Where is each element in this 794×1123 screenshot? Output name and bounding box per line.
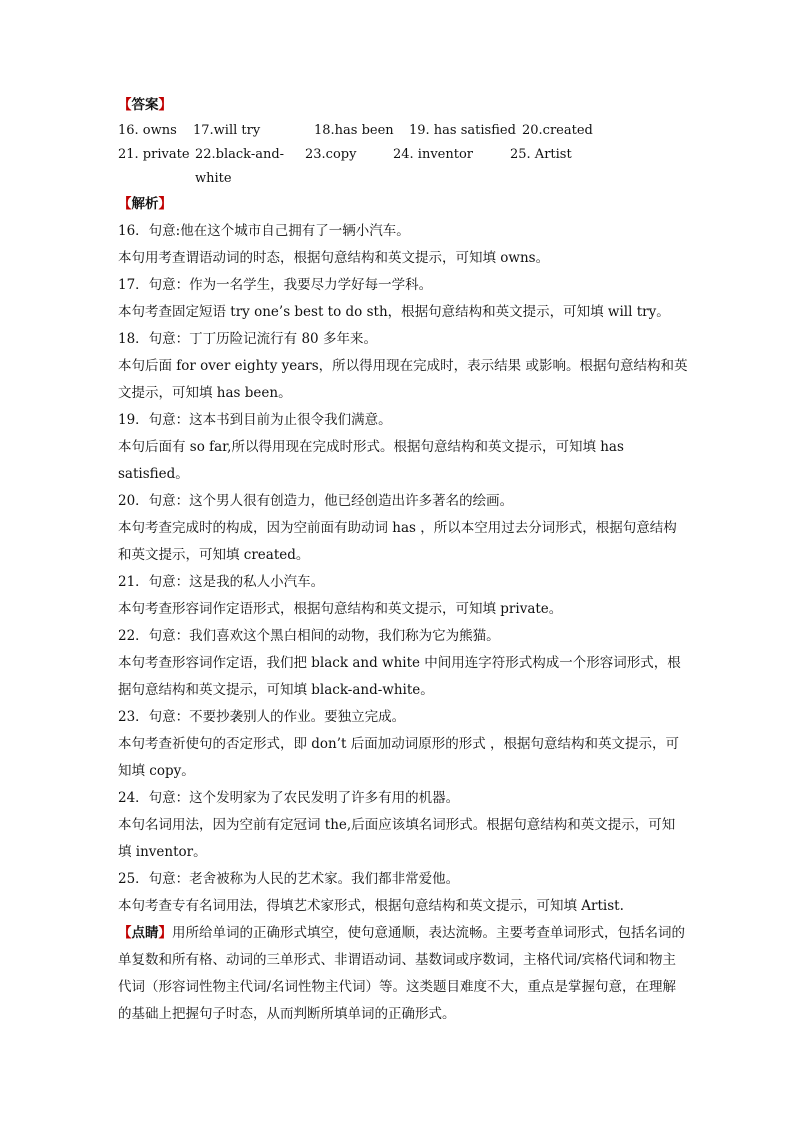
item-sentence: 16．句意:他在这个城市自己拥有了一辆小汽车。 <box>118 223 410 239</box>
item-sentence: 25．句意：老舍被称为人民的艺术家。我们都非常爱他。 <box>118 871 460 887</box>
analysis-header <box>118 191 688 218</box>
item-explanation: 本句考查完成时的构成，因为空前面有助动词 has ，所以本空用过去分词形式，根据句意结构和英文提示，可知填 created。 <box>118 520 677 563</box>
analysis-item-17 <box>118 272 688 326</box>
answers-row-1 <box>118 119 688 143</box>
item-sentence: 22．句意：我们喜欢这个黑白相间的动物，我们称为它为熊猫。 <box>118 628 500 644</box>
item-explanation: 本句名词用法，因为空前有定冠词 the,后面应该填名词形式。根据句意结构和英文提示，可知填 inventor。 <box>118 817 676 860</box>
item-sentence: 20．句意：这个男人很有创造力，他已经创造出许多著名的绘画。 <box>118 493 514 509</box>
analysis-header-label: 解析 <box>131 196 159 212</box>
answer-24: 24. inventor <box>393 147 474 162</box>
comment-header-close: 】 <box>158 925 172 941</box>
answer-header <box>118 92 688 119</box>
answer-23: 23.copy <box>305 147 357 162</box>
analysis-item-18 <box>118 326 688 407</box>
answer-header-close: 】 <box>158 97 172 113</box>
analysis-header-open: 【 <box>118 196 132 212</box>
answer-document <box>118 92 688 1028</box>
item-sentence: 23．句意：不要抄袭别人的作业。要独立完成。 <box>118 709 406 725</box>
item-explanation: 本句考查形容词作定语形式，根据句意结构和英文提示，可知填 private。 <box>118 601 563 617</box>
analysis-item-23 <box>118 704 688 785</box>
answer-18: 18.has been <box>314 123 394 138</box>
analysis-item-21 <box>118 569 688 623</box>
answer-25: 25. Artist <box>510 147 572 162</box>
analysis-item-16 <box>118 218 688 272</box>
answer-20: 20.created <box>522 123 593 138</box>
item-explanation: 本句后面有 so far,所以得用现在完成时形式。根据句意结构和英文提示，可知填 has satisfied。 <box>118 439 624 482</box>
item-explanation: 本句用考查谓语动词的时态，根据句意结构和英文提示，可知填 owns。 <box>118 250 550 266</box>
item-explanation: 本句考查形容词作定语，我们把 black and white 中间用连字符形式构成一个形容词形式，根据句意结构和英文提示，可知填 black-and-white。 <box>118 655 681 698</box>
answer-21: 21. private <box>118 147 190 162</box>
comment-block <box>118 920 688 1028</box>
comment-text: 用所给单词的正确形式填空，使句意通顺，表达流畅。主要考查单词形式，包括名词的单复数和所有格、动词的三单形式、非谓语动词、基数词或序数词，主格代词/宾格代词和物主代词（形容词性物主代词/名词性物主代词）等。这类题目难度不大，重点是掌握句意，在理解的基础上把握句子时态，从而判断所填单词的正确形式。 <box>118 925 685 1022</box>
item-sentence: 19．句意：这本书到目前为止很令我们满意。 <box>118 412 392 428</box>
analysis-header-close: 】 <box>158 196 172 212</box>
item-explanation: 本句考查祈使句的否定形式，即 don’t 后面加动词原形的形式 ，根据句意结构和英文提示，可知填 copy。 <box>118 736 680 779</box>
analysis-item-19 <box>118 407 688 488</box>
answer-16: 16. owns <box>118 123 177 138</box>
item-sentence: 18．句意：丁丁历险记流行有 80 多年来。 <box>118 331 377 347</box>
answer-22: 22.black-and-white <box>195 147 285 186</box>
answer-19: 19. has satisfied <box>409 123 516 138</box>
item-explanation: 本句后面 for over eighty years，所以得用现在完成时，表示结果 或影响。根据句意结构和英文提示，可知填 has been。 <box>118 358 688 401</box>
comment-header-label: 点睛 <box>131 925 159 941</box>
analysis-item-20 <box>118 488 688 569</box>
answer-header-label: 答案 <box>131 97 159 113</box>
answers-row-2 <box>118 143 688 191</box>
analysis-item-22 <box>118 623 688 704</box>
answer-17: 17.will try <box>193 123 261 138</box>
item-sentence: 24．句意：这个发明家为了农民发明了许多有用的机器。 <box>118 790 460 806</box>
answer-header-open: 【 <box>118 97 132 113</box>
analysis-item-25 <box>118 866 688 920</box>
item-explanation: 本句考查固定短语 try one’s best to do sth，根据句意结构和英文提示，可知填 will try。 <box>118 304 670 320</box>
item-sentence: 21．句意：这是我的私人小汽车。 <box>118 574 325 590</box>
item-sentence: 17．句意：作为一名学生，我要尽力学好每一学科。 <box>118 277 433 293</box>
item-explanation: 本句考查专有名词用法，得填艺术家形式，根据句意结构和英文提示，可知填 Artist. <box>118 898 624 914</box>
comment-header-open: 【 <box>118 925 132 941</box>
analysis-item-24 <box>118 785 688 866</box>
